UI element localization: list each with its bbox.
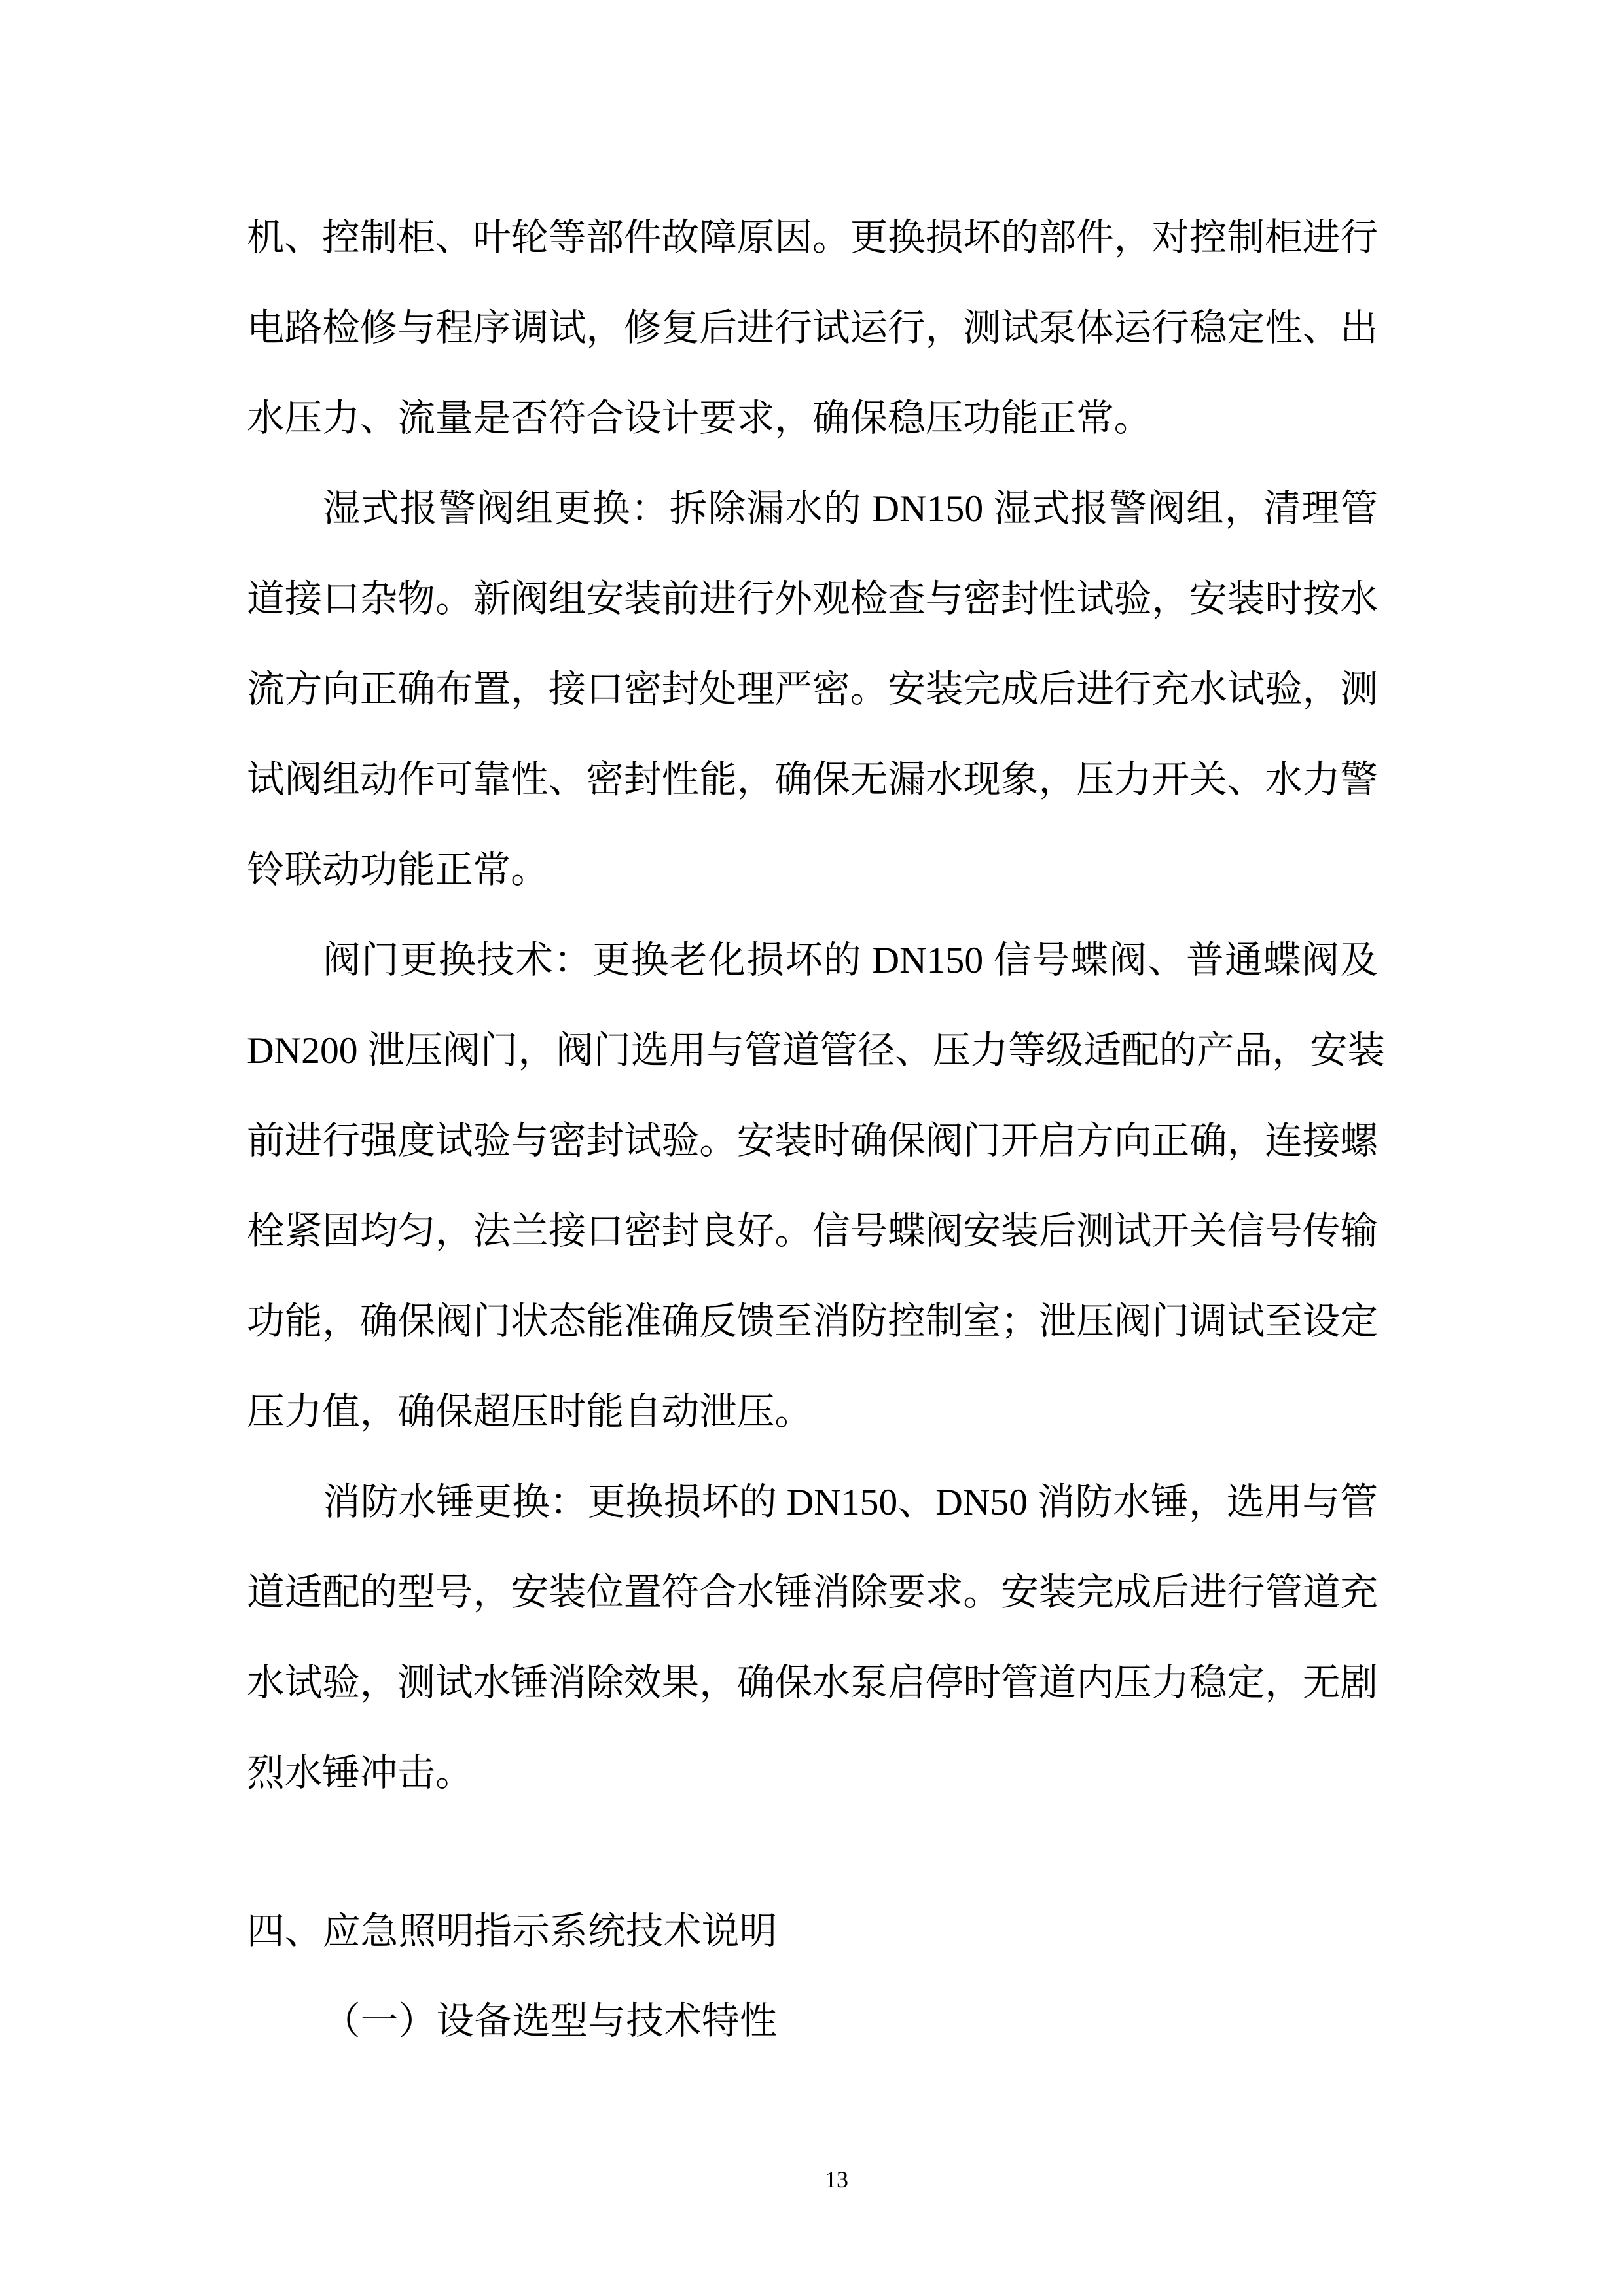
paragraph-line: 流方向正确布置，接口密封处理严密。安装完成后进行充水试验，测 <box>247 669 1378 710</box>
paragraph-line: 试阀组动作可靠性、密封性能，确保无漏水现象，压力开关、水力警 <box>247 759 1378 800</box>
subsection-heading: （一）设备选型与技术特性 <box>323 2001 778 2042</box>
paragraph-line: 前进行强度试验与密封试验。安装时确保阀门开启方向正确，连接螺 <box>247 1121 1378 1162</box>
paragraph-line: 功能，确保阀门状态能准确反馈至消防控制室；泄压阀门调试至设定 <box>247 1301 1378 1342</box>
paragraph-line: 道适配的型号，安装位置符合水锤消除要求。安装完成后进行管道充 <box>247 1572 1378 1613</box>
paragraph-line: 铃联动功能正常。 <box>247 850 549 891</box>
paragraph-line: 电路检修与程序调试，修复后进行试运行，测试泵体运行稳定性、出 <box>247 308 1378 349</box>
paragraph-first-line: 阀门更换技术：更换老化损坏的 DN150 信号蝶阀、普通蝶阀及 <box>323 940 1378 981</box>
paragraph-first-line: 湿式报警阀组更换：拆除漏水的 DN150 湿式报警阀组，清理管 <box>323 488 1378 529</box>
paragraph-line: 压力值，确保超压时能自动泄压。 <box>247 1391 812 1433</box>
paragraph-line: 栓紧固均匀，法兰接口密封良好。信号蝶阀安装后测试开关信号传输 <box>247 1211 1378 1252</box>
paragraph-first-line: 消防水锤更换：更换损坏的 DN150、DN50 消防水锤，选用与管 <box>323 1482 1378 1523</box>
paragraph-line: DN200 泄压阀门，阀门选用与管道管径、压力等级适配的产品，安装 <box>247 1030 1386 1071</box>
paragraph-line: 水压力、流量是否符合设计要求，确保稳压功能正常。 <box>247 398 1152 439</box>
paragraph-line: 水试验，测试水锤消除效果，确保水泵启停时管道内压力稳定，无剧 <box>247 1662 1378 1704</box>
paragraph-line: 道接口杂物。新阀组安装前进行外观检查与密封性试验，安装时按水 <box>247 579 1378 620</box>
paragraph-line: 烈水锤冲击。 <box>247 1753 473 1794</box>
paragraph-line: 机、控制柜、叶轮等部件故障原因。更换损坏的部件，对控制柜进行 <box>247 217 1378 259</box>
page-number: 13 <box>825 2166 848 2193</box>
section-heading: 四、应急照明指示系统技术说明 <box>247 1911 778 1952</box>
